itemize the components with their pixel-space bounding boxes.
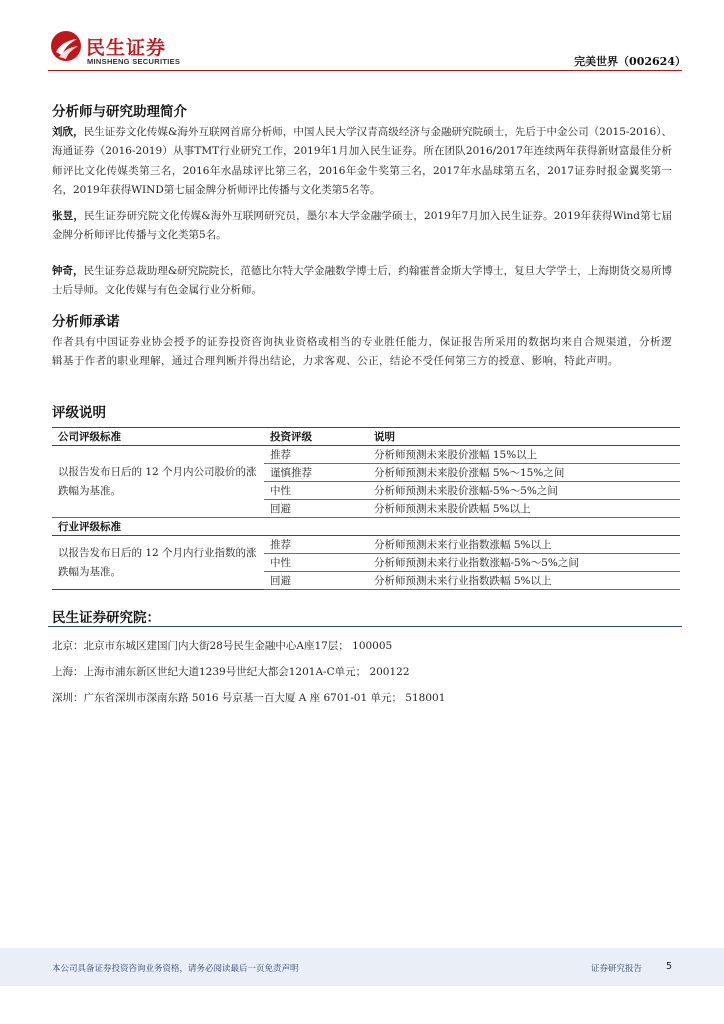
page-number: 5 bbox=[665, 961, 672, 972]
analyst-bio-text: 民生证券文化传媒&海外互联网首席分析师，中国人民大学汉青高级经济与金融研究院硕士，先后于中金公司（2015-2016）、海通证券（2016-2019）从事TMT行业研究工作，2019年1月加入民生证券。所在团队2016/2017年连续两年获得新财富最佳分析师评比文化传媒类第三名，2016年水晶球评比第三名，2016年金牛奖第三名，2017年水晶球第五名，2017证券时报金翼奖第一名，2019年获得WIND第七届金牌分析师评比传播与文化类第5名等。 bbox=[52, 126, 672, 197]
rating-desc-cell: 分析师预测未来股价涨幅 15%以上 bbox=[368, 446, 680, 464]
report-type-label: 证券研究报告 bbox=[590, 964, 642, 974]
rating-table bbox=[52, 427, 680, 590]
rating-section-title: 评级说明 bbox=[52, 405, 106, 421]
rating-cell: 中性 bbox=[264, 482, 368, 500]
minsheng-logo bbox=[50, 30, 210, 70]
page-header bbox=[0, 0, 724, 76]
logo-text-cn: 民生证券 bbox=[86, 37, 167, 59]
industry-header-row bbox=[52, 518, 680, 536]
institute-divider bbox=[48, 626, 682, 627]
document-title: 完美世界（002624） bbox=[574, 55, 686, 68]
industry-standard-header: 行业评级标准 bbox=[52, 518, 264, 536]
address-shenzhen: 深圳：广东省深圳市深南东路 5016 号京基一百大厦 A 座 6701-01 单元； 518001 bbox=[52, 692, 446, 704]
rating-cell: 谨慎推荐 bbox=[264, 464, 368, 482]
page-footer bbox=[0, 948, 724, 986]
address-beijing: 北京：北京市东城区建国门内大街28号民生金融中心A座17层； 100005 bbox=[52, 640, 393, 652]
table-row bbox=[52, 446, 680, 464]
minsheng-logo-icon bbox=[50, 30, 82, 62]
analyst-bio-liu bbox=[52, 123, 672, 201]
table-row bbox=[52, 536, 680, 554]
commitment-section-title: 分析师承诺 bbox=[52, 314, 120, 330]
rating-cell: 回避 bbox=[264, 572, 368, 590]
column-header-company-standard: 公司评级标准 bbox=[52, 428, 264, 446]
rating-desc-cell: 分析师预测未来股价跌幅 5%以上 bbox=[368, 500, 680, 518]
rating-cell: 推荐 bbox=[264, 536, 368, 554]
rating-desc-cell: 分析师预测未来股价涨幅 5%～15%之间 bbox=[368, 464, 680, 482]
analyst-name: 刘欣， bbox=[52, 126, 84, 138]
analyst-name: 钟奇， bbox=[52, 265, 84, 277]
analyst-bio-zhong bbox=[52, 262, 672, 301]
column-header-rating: 投资评级 bbox=[264, 428, 368, 446]
rating-cell: 中性 bbox=[264, 554, 368, 572]
company-standard-cell: 以报告发布日后的 12 个月内公司股价的涨跌幅为基准。 bbox=[52, 446, 264, 518]
rating-desc-cell: 分析师预测未来股价涨幅-5%～5%之间 bbox=[368, 482, 680, 500]
industry-standard-cell: 以报告发布日后的 12 个月内行业指数的涨跌幅为基准。 bbox=[52, 536, 264, 590]
rating-table-header bbox=[52, 428, 680, 446]
commitment-text: 作者具有中国证券业协会授予的证券投资咨询执业资格或相当的专业胜任能力，保证报告所采用的数据均来自合规渠道，分析逻辑基于作者的职业理解，通过合理判断并得出结论，力求客观、公正，结论不受任何第三方的授意、影响，特此声明。 bbox=[52, 336, 672, 368]
analyst-bio-text: 民生证券总裁助理&研究院院长，范德比尔特大学金融数学博士后，约翰霍普金斯大学博士，复旦大学学士，上海期货交易所博士后导师。文化传媒与有色金属行业分析师。 bbox=[52, 265, 672, 297]
address-shanghai: 上海：上海市浦东新区世纪大道1239号世纪大都会1201A-C单元； 200122 bbox=[52, 666, 410, 678]
header-divider bbox=[48, 70, 682, 71]
rating-desc-cell: 分析师预测未来行业指数跌幅 5%以上 bbox=[368, 572, 680, 590]
analyst-bio-zhang bbox=[52, 207, 672, 246]
rating-desc-cell: 分析师预测未来行业指数涨幅 5%以上 bbox=[368, 536, 680, 554]
disclaimer-note: 本公司具备证券投资咨询业务资格，请务必阅读最后一页免责声明 bbox=[52, 964, 299, 974]
analyst-name: 张昱， bbox=[52, 210, 84, 222]
analyst-bio-text: 民生证券研究院文化传媒&海外互联网研究员，墨尔本大学金融学硕士，2019年7月加入民生证券。2019年获得Wind第七届金牌分析师评比传播与文化类第5名。 bbox=[52, 210, 673, 242]
rating-desc-cell: 分析师预测未来行业指数涨幅-5%～5%之间 bbox=[368, 554, 680, 572]
rating-cell: 推荐 bbox=[264, 446, 368, 464]
logo-text-en: MINSHENG SECURITIES bbox=[87, 57, 181, 66]
analysts-section-title: 分析师与研究助理简介 bbox=[52, 104, 187, 120]
institute-title: 民生证券研究院： bbox=[52, 610, 160, 626]
column-header-description: 说明 bbox=[368, 428, 680, 446]
rating-cell: 回避 bbox=[264, 500, 368, 518]
